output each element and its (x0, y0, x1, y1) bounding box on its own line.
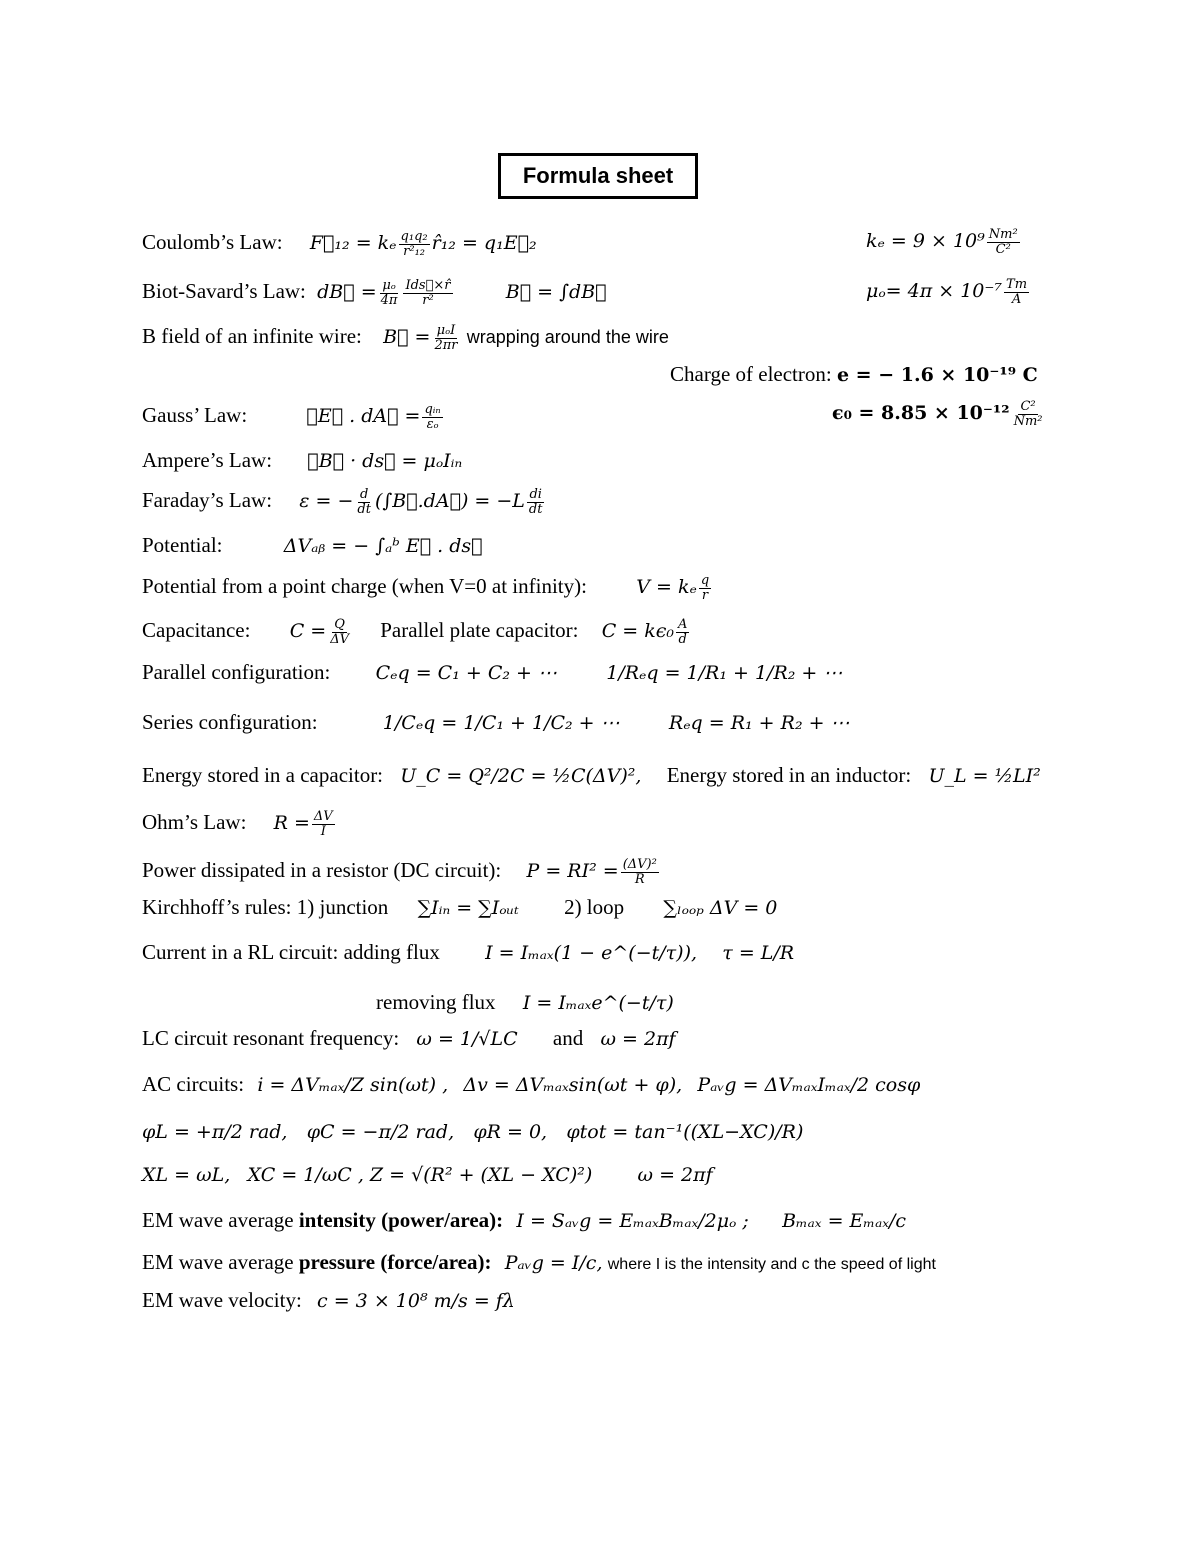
intensity-row: EM wave average intensity (power/area): I = Sₐᵥg = EₘₐₓBₘₐₓ/2μₒ ; Bₘₐₓ = Eₘₐₓ/c (142, 1208, 906, 1232)
power-row: Power dissipated in a resistor (DC circuit): P = RI² = $\frac{\text{(ΔV)²}}{R}$ (142, 857, 657, 887)
coulomb-label: Coulomb’s Law: (142, 229, 283, 254)
ac-row: AC circuits: i = ΔVₘₐₓ/Z sin(ωt) , Δv = ΔVₘₐₓsin(ωt + φ), Pₐᵥg = ΔVₘₐₓIₘₐₓ/2 cosφ (142, 1072, 921, 1096)
ke-constant: kₑ = 9 × 10⁹ $\frac{\text{Nm²}}{\text{C²}}$ (866, 227, 1018, 257)
rl-adding-row: Current in a RL circuit: adding flux I = Iₘₐₓ(1 − e^(−t/τ)), τ = L/R (142, 940, 795, 964)
electron-charge: Charge of electron: e = − 1.6 × 10⁻¹⁹ C (670, 362, 1038, 386)
rl-removing-row: removing flux I = Iₘₐₓe^(−t/τ) (376, 990, 674, 1014)
potential-row: Potential: ΔVₐᵦ = − ∫ₐᵇ E⃗ . ds⃗ (142, 533, 483, 557)
point-charge-row: Potential from a point charge (when V=0 at infinity): V = kₑ $\frac{q}{r}$ (142, 573, 710, 603)
faraday-row: Faraday’s Law: ε = − $\frac{d}{dt}$ (∫B⃗.dA⃗) = −L $\frac{di}{dt}$ (142, 487, 543, 517)
series-config-row: Series configuration: 1/Cₑq = 1/C₁ + 1/C₂ + ⋯ Rₑq = R₁ + R₂ + ⋯ (142, 710, 850, 734)
reactance-row: XL = ωL, XC = 1/ωC , Z = √(R² + (XL − XC)²) ω = 2πf (142, 1164, 713, 1186)
ampere-row: Ampere’s Law: ∮B⃗ · ds⃗ = μₒIᵢₙ (142, 448, 463, 472)
eps0-constant: ϵ₀ = 8.85 × 10⁻¹² $\frac{\text{C²}}{\text{Nm²}}$ (832, 399, 1043, 429)
pressure-row: EM wave average pressure (force/area): Pₐᵥg = I/c, where I is the intensity and c the speed of light (142, 1250, 936, 1274)
mu0-constant: μₒ= 4π × 10⁻⁷ $\frac{Tm}{A}$ (866, 277, 1028, 307)
gauss-row: Gauss’ Law: ∮E⃗ . dA⃗ = $\frac{\text{qᵢₙ}}{\text{εₒ}}$ (142, 402, 441, 432)
phase-angles-row: φL = +π/2 rad, φC = −π/2 rad, φR = 0, φtot = tan⁻¹((XL−XC)/R) (142, 1121, 804, 1143)
page-title: Formula sheet (498, 153, 698, 199)
ohm-row: Ohm’s Law: R = $\frac{\Delta V}{I}$ (142, 809, 333, 839)
capacitance-row: Capacitance: C = $\frac{Q}{\Delta V}$ Parallel plate capacitor: C = kϵ₀ $\frac{A}{d}$ (142, 617, 688, 647)
velocity-row: EM wave velocity: c = 3 × 10⁸ m/s = fλ (142, 1288, 515, 1312)
parallel-config-row: Parallel configuration: Cₑq = C₁ + C₂ + ⋯ 1/Rₑq = 1/R₁ + 1/R₂ + ⋯ (142, 660, 843, 684)
coulomb-row: Coulomb’s Law: F⃗₁₂ = kₑ $\frac{\text{q₁q₂}}{\text{r²₁₂}}$ r̂₁₂ = q₁E⃗₂ (142, 229, 537, 259)
kirchhoff-row: Kirchhoff’s rules: 1) junction ∑Iᵢₙ = ∑Iₒᵤₜ 2) loop ∑ₗₒₒₚ ΔV = 0 (142, 895, 778, 919)
lc-row: LC circuit resonant frequency: ω = 1/√LC and ω = 2πf (142, 1026, 676, 1050)
energy-row: Energy stored in a capacitor: U_C = Q²/2C = ½C(ΔV)², Energy stored in an inductor: U_L = ½LI² (142, 763, 1041, 787)
infinite-wire-row: B field of an infinite wire: B⃗ = $\frac{\text{μₒI}}{2\pi r}$ wrapping around the wire (142, 323, 669, 353)
biot-savart-row: Biot-Savard’s Law: dB⃗ = $\frac{\text{μₒ}}{4\pi}$ $\frac{\text{Ids⃗×r̂}}{\text{r²}}$ B⃗ = ∫dB⃗ (142, 278, 607, 308)
